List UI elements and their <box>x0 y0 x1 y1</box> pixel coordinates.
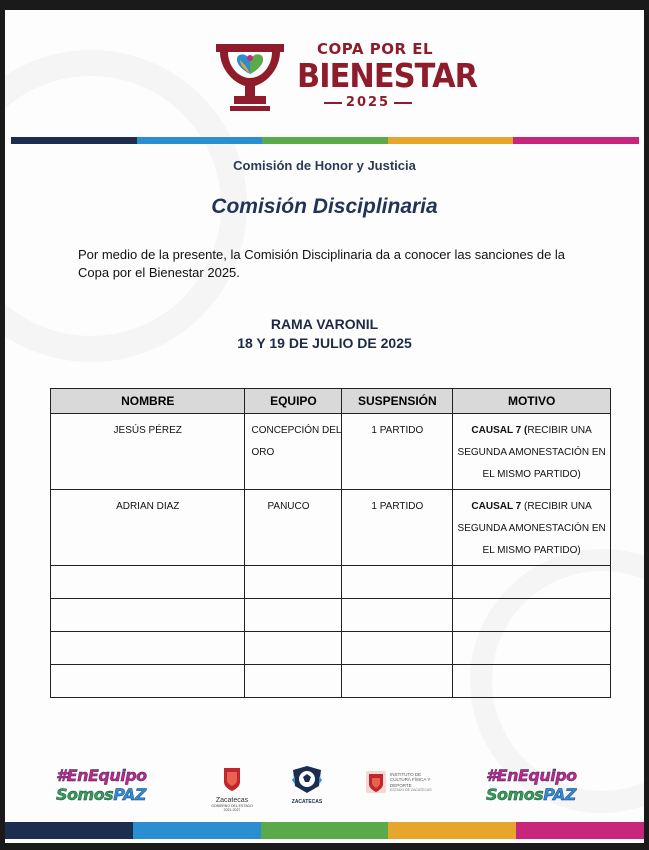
page-title: Comisión Disciplinaria <box>211 195 438 218</box>
cell-suspension: 1 PARTIDO <box>342 490 453 566</box>
header-nombre: NOMBRE <box>51 389 245 414</box>
logo-year: 2025 <box>316 95 420 110</box>
subtitle: Comisión de Honor y Justicia <box>233 158 416 173</box>
document-page <box>5 10 644 843</box>
header-equipo: EQUIPO <box>245 389 342 414</box>
cell-motivo: CAUSAL 7 (RECIBIR UNA SEGUNDA AMONESTACIÓN EN EL MISMO PARTIDO) <box>453 490 611 566</box>
instituto-logo: INSTITUTO DE CULTURA FÍSICA Y DEPORTE ESTADO DE ZACATECAS <box>365 770 445 794</box>
logo-title-line1: COPA POR EL <box>317 40 434 58</box>
cell-suspension: 1 PARTIDO <box>342 414 453 490</box>
zacatecas-government-logo: Zacatecas GOBIERNO DEL ESTADO 2021-2027 <box>208 766 256 812</box>
top-color-bar <box>11 137 639 144</box>
table-row <box>51 414 611 490</box>
rama-line: RAMA VARONIL <box>270 316 379 332</box>
cell-motivo: CAUSAL 7 (RECIBIR UNA SEGUNDA AMONESTACIÓN EN EL MISMO PARTIDO) <box>453 414 611 490</box>
cell-nombre: ADRIAN DIAZ <box>51 490 245 566</box>
intro-paragraph: Por medio de la presente, la Comisión Disciplinaria da a conocer las sanciones de la Copa por el Bienestar 2025. <box>78 247 566 280</box>
header-motivo: MOTIVO <box>453 389 611 414</box>
cell-equipo: CONCEPCIÓN DEL ORO <box>245 414 342 490</box>
cell-equipo: PANUCO <box>245 490 342 566</box>
trophy-icon <box>210 38 290 114</box>
cell-nombre: JESÚS PÉREZ <box>51 414 245 490</box>
empty-table-row <box>51 599 611 632</box>
date-line: 18 Y 19 DE JULIO DE 2025 <box>237 335 412 351</box>
instituto-crest-icon <box>365 770 387 794</box>
rama-heading <box>5 315 644 353</box>
logo-title-line2: BIENESTAR <box>297 56 478 95</box>
table-header-row <box>51 389 611 414</box>
header-suspension: SUSPENSIÓN <box>342 389 453 414</box>
empty-table-row <box>51 566 611 599</box>
soccer-ball-icon <box>289 766 325 794</box>
sanctions-table <box>50 388 611 698</box>
hashtag-logo-left: #EnEquipo SomosPAZ <box>56 766 147 804</box>
bottom-color-bar <box>5 822 644 839</box>
zacatecas-crest-icon <box>208 766 256 792</box>
empty-table-row <box>51 665 611 698</box>
hashtag-logo-right: #EnEquipo SomosPAZ <box>486 766 577 804</box>
table-row <box>51 490 611 566</box>
empty-table-row <box>51 632 611 665</box>
zacatecas-football-logo: ZACATECAS <box>289 766 325 805</box>
